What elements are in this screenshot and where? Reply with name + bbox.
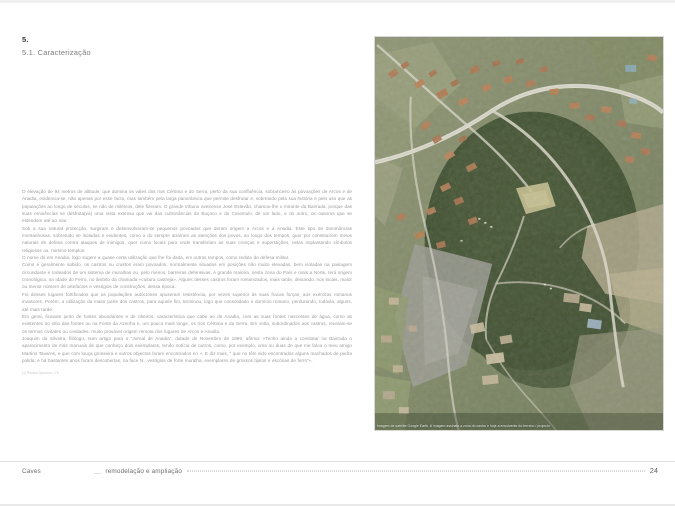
footnote: (1) Revista Açoriana, n°6 [22,371,59,376]
page-footer [0,461,675,487]
photo-caption: Imagem de satélite Google Earth. A imagem assinala a zona do castro e hoje a envolvente do terreno / projecto [377,423,550,428]
body-paragraph: Joaquim da Silveira, filólogo, num artigo para o "Jornal de Anadia", datado de Novembro de 1899, afirma: «Tenho ainda a constatar na Bairrada o aparecimento de mós manuais de que conheço dois exemplares, tendo notícia de outros, como, por exemplo, uma ou duas de que me falou o meu amigo Martins Tavares, e que com louça grosseira e outros objectos foram encontrados no ». E diz mais, " que no têm sido encontrados alguns machados de pedra polida; e há bastantes anos foram descobertas, na face N., vestígios de forte muralha, exemplares de grossos tijolos e escórias de ferro"». [22,335,352,363]
body-paragraph: Sob a sua natural protecção, surgiram e desenvolveram-se pequenos povoados que deram origem a Arcos e a Anadia. Este tipo de dominâncias montanhosas, sobretudo se isoladas e evidentes, como a do sempre atraíram as atenções dos povos, ao longo dos tempos, quer por constituírem meios naturais de defesa contra ataques de inimigos, quer como locais para onde transferiam as suas crenças e superstições, nelas implantando símbolos religiosos ou, mesmo templos. [22,225,352,253]
body-paragraph: Foi desses lugares fortificados que as populações autóctones opuseram resistência, por vezes superior às suas fracas forças, aos exércitos romanos invasores. Porém, a utilização da maior parte dos castros, para aquele fim, terminou, logo que consolidado o domínio romano, perdurando, todavia, alguns, até mais tarde. [22,291,352,312]
page-content-area [0,6,675,504]
footer-divider [0,461,675,462]
body-paragraph: O elevação de 94 metros de altitude, que domina os vales dos rios Cértima e do Serra, perto da sua confluência, sobranceiro às povoações de Arcos e de Anadia, evidencia-se, não apenas por esse facto, mas também pela larga panorâmica que permite desfrutar e, sobretudo pela sua história e pelo uso que as populações ao longo de séculos, se não de milénios, dele fizeram. O grande tribuno aveirense José Estevão, chamou-lhe o mirante da Bairrada, porque das suas eminências se desfruta(va) uma vista extensa que vai das culminâncias do Buçaco e do Caramulo, de um lado, e do outro, os outeiros que se estendem até ao mar. [22,189,352,224]
body-paragraph: O nome do em Anadia, logo sugere a quase certa utilização que lhe foi dada, em outros tempos, como reduto de defesa militar. [22,255,290,261]
section-heading [22,34,322,59]
body-text-column [22,188,352,376]
footer-dot-leader [187,470,645,472]
body-paragraph: Em geral, ficavam junto de fontes abundantes e de ribeiros, característica que cabe ao de Anadia, com as suas fontes nascentes de água, como as existentes no sítio das fontes ou na Fonte da Azenha e, um pouco mais longe, os rios Cértima e da Serra. Em volta, subordinados aos castros, reuniam-se os termos civitates ou cividades: muito provável origem remota dos lugares de Arcos e Anadia. [22,313,352,334]
section-subtitle: 5.1. Caracterização [22,48,91,57]
footer-title: remodelação e ampliação [105,468,183,475]
footer-left-label: Caves [22,468,41,475]
aerial-photo-graphic [375,37,663,430]
footer-row [22,468,658,475]
section-number: 5. [22,35,29,44]
page-number: 24 [649,468,658,475]
aerial-satellite-photo [374,36,664,431]
footer-dash: __ [94,468,102,475]
body-paragraph: Como é geralmente sabido, os castros ou crastos eram povoados, normalmente situados em posições não muito elevadas, bem isoladas na paisagem circundante e rodeados de um sistema de muralhas ou, pelo menos, barreiras defensivas. A grande maioria, nesta zona do País e mais a Norte, terá origem cronológica, na Idade do Ferro, no âmbito da chamada «cultura castreja». Alguns desses castros foram romanizados, mais tarde, deixando, nos locais, maior ou menor número de artefactos e vestígios de construções, dessa época. [22,262,352,290]
